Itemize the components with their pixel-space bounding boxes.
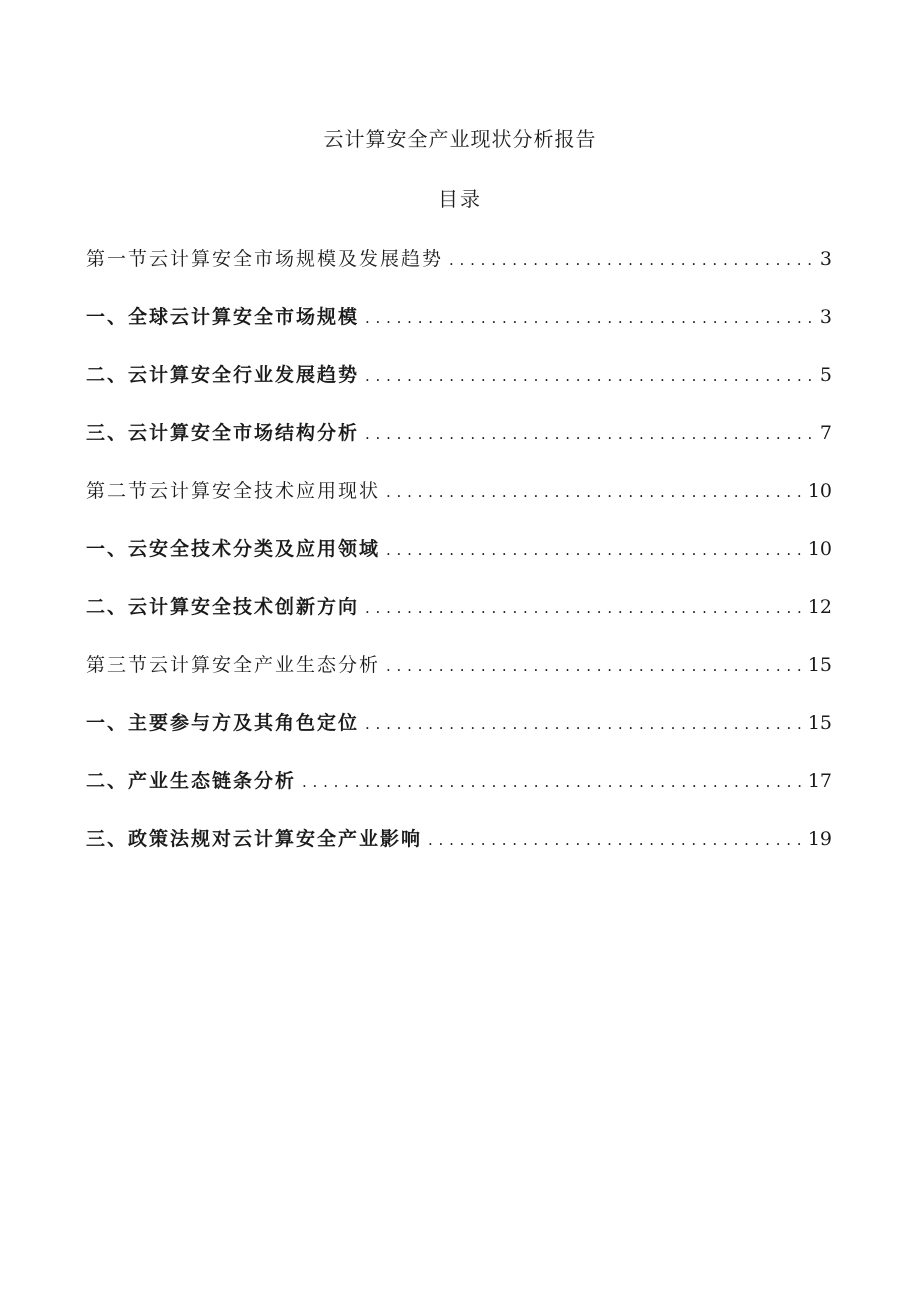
toc-entry[interactable] <box>86 766 832 824</box>
toc-leader-dots <box>365 709 804 739</box>
toc-leader-dots <box>365 361 816 391</box>
toc-entry-label: 三、云计算安全市场结构分析 <box>86 422 360 444</box>
toc-entry[interactable] <box>86 360 832 418</box>
toc-leader-dots <box>386 535 804 565</box>
toc-leader-dots <box>365 593 804 623</box>
toc-entry-label: 第一节云计算安全市场规模及发展趋势 <box>86 248 444 270</box>
toc-entry-label: 第二节云计算安全技术应用现状 <box>86 480 381 502</box>
toc-entry[interactable] <box>86 534 832 592</box>
toc-entry-label: 第三节云计算安全产业生态分析 <box>86 654 381 676</box>
toc-entry[interactable] <box>86 302 832 360</box>
toc-entry[interactable] <box>86 592 832 650</box>
toc-entry-label: 三、政策法规对云计算安全产业影响 <box>86 828 423 850</box>
toc-entry-page: 3 <box>819 306 832 328</box>
toc-heading: 目录 <box>438 187 482 211</box>
document-title: 云计算安全产业现状分析报告 <box>323 127 597 151</box>
toc-entry-label: 一、云安全技术分类及应用领域 <box>86 538 381 560</box>
toc-entry-page: 15 <box>807 712 832 734</box>
toc-entry-label: 二、产业生态链条分析 <box>86 770 297 792</box>
toc-entry[interactable] <box>86 244 832 302</box>
toc-entry[interactable] <box>86 824 832 882</box>
toc-leader-dots <box>386 477 804 507</box>
toc-entry-label: 二、云计算安全行业发展趋势 <box>86 364 360 386</box>
toc-entry-label: 一、主要参与方及其角色定位 <box>86 712 360 734</box>
toc-leader-dots <box>386 651 804 681</box>
toc-leader-dots <box>365 419 816 449</box>
toc-entry-page: 17 <box>807 770 832 792</box>
table-of-contents <box>86 244 832 882</box>
toc-entry-page: 5 <box>819 364 832 386</box>
toc-entry-page: 15 <box>807 654 832 676</box>
toc-leader-dots <box>302 767 804 797</box>
toc-entry-page: 3 <box>819 248 832 270</box>
toc-entry[interactable] <box>86 476 832 534</box>
toc-entry-page: 10 <box>807 480 832 502</box>
toc-entry[interactable] <box>86 650 832 708</box>
toc-leader-dots <box>449 245 816 275</box>
toc-entry-page: 10 <box>807 538 832 560</box>
toc-entry[interactable] <box>86 708 832 766</box>
toc-entry-label: 一、全球云计算安全市场规模 <box>86 306 360 328</box>
toc-leader-dots <box>365 303 816 333</box>
toc-entry-label: 二、云计算安全技术创新方向 <box>86 596 360 618</box>
toc-entry-page: 19 <box>807 828 832 850</box>
toc-leader-dots <box>428 825 804 855</box>
toc-entry-page: 12 <box>807 596 832 618</box>
toc-entry[interactable] <box>86 418 832 476</box>
toc-entry-page: 7 <box>819 422 832 444</box>
